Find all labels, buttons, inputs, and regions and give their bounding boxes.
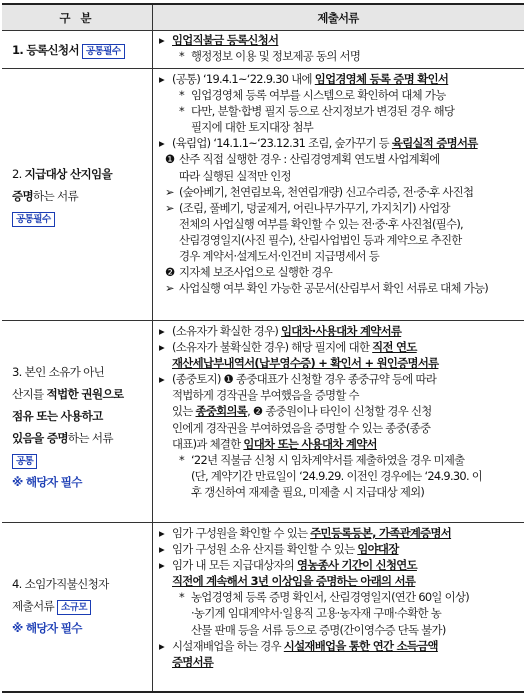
submission-table [2, 3, 524, 693]
section-2-title: 지급대상 산지임을 [24, 167, 112, 181]
list-item: ➢ (조림, 풀베기, 덩굴제거, 어린나무가꾸기, 가지치기) 사업장 [165, 200, 450, 215]
arrow-bullet-icon: ➢ [165, 184, 174, 199]
list-item: ▸ (종중토지) ❶ 종중대표가 신청할 경우 종중규약 등에 따라 [159, 372, 437, 387]
section-lawful-possession [2, 321, 524, 523]
section-1-docs [153, 31, 524, 68]
bullet-triangle-icon: ▸ [159, 72, 165, 86]
list-item: ❶ 산주 직접 실행한 경우 : 산림경영계획 연도별 사업계획에 [165, 152, 440, 167]
list-item: ▸ 임업직불금 등록신청서 [159, 33, 279, 47]
section-3-label: 3. 본인 소유가 아닌 산지를 적법한 권원으로 점유 또는 사용하고 있음을 증명하는 서류 공통 ※ 해당자 필수 [2, 321, 152, 522]
list-item: * 농업경영체 등록 증명 확인서, 산림경영일지(연간 60일 이상) [179, 590, 470, 605]
list-item: * 행정정보 이용 및 정보제공 동의 서명 [179, 49, 361, 64]
list-item: ▸ 임가 구성원을 확인할 수 있는 주민등록등본, 가족관계증명서 [159, 526, 452, 540]
common-required-badge: 공통필수 [12, 212, 55, 227]
section-1-title: 1. 등록신청서 [12, 43, 79, 57]
section-1-label [2, 31, 152, 68]
common-required-badge: 공통필수 [82, 44, 125, 59]
arrow-bullet-icon: ➢ [165, 281, 174, 296]
bullet-triangle-icon: ▸ [159, 33, 165, 47]
section-small-forest-farmer [2, 523, 524, 695]
list-item: * 임업경영체 등록 여부를 시스템으로 확인하여 대체 가능 [179, 88, 446, 103]
section-2-label: 2. 지급대상 산지임을 증명하는 서류 공통필수 [12, 167, 112, 225]
section-registration [2, 31, 524, 69]
arrow-bullet-icon: ➢ [165, 200, 174, 215]
section-4-label: 4. 소임가직불신청자 제출서류 소규모 ※ 해당자 필수 [2, 523, 152, 695]
list-item: ▸ 임가 내 모든 지급대상자의 영농종사 기간이 신청연도 [159, 558, 417, 573]
section-3-docs: ▸ (소유자가 확실한 경우) 임대차·사용대차 계약서류 ▸ (소유자가 불확실한 경우) 해당 필지에 대한 직전 연도 재산세납부내역서(납부영수증) + 확인서 + 원인증명서류 ▸ (종중토지) ❶ 종중대표가 신청할 경우 종중규약 등에 따라 적법하게 경작권을 부여했음을 증명할 수 있는 종중회의록, ❷ 종중원이나 타인이 신청할 경우 신청 인에게 경작권을 부여하였음을 증명할 수 있는 종중(종중 대표)과 체결한 임대차 또는 사용대차 계약서 * ‘22년 직불금 신청 시 임차계약서를 제출하였을 경우 미제출 (단, 계약기간 만료일이 ‘24.9.29. 이전인 경우에는 ‘24.9.30. 이 후 갱신하여 재제출 필요, 미제출 시 지급대상 제외) [153, 321, 524, 522]
section-4-docs: ▸ 임가 구성원을 확인할 수 있는 주민등록등본, 가족관계증명서 ▸ 임가 구성원 소유 산지를 확인할 수 있는 임야대장 ▸ 임가 내 모든 지급대상자의 영농종사 기간이 신청연도 직전에 계속해서 3년 이상임을 증명하는 아래의 서류 * 농업경영체 등록 증명 확인서, 산림경영일지(연간 60일 이상) ·농기계 임대계약서·일용직 고용·농자재 구매·수확한 농 산물 판매 등을 서류 등으로 증명(간이영수증 단독 불가) ▸ 시설재배업을 하는 경우 시설재배업을 통한 연간 소득금액 증명서류 [153, 523, 524, 695]
bullet-star-icon: * [179, 49, 184, 64]
applicable-required-note: ※ 해당자 필수 [12, 621, 82, 635]
header-documents: 제출서류 [317, 11, 359, 25]
header-category: 구 분 [59, 11, 95, 25]
list-item: ▸ (공통) ‘19.4.1~‘22.9.30 내에 임업경영체 등록 증명 확인서 [159, 72, 449, 86]
common-badge: 공통 [12, 454, 37, 469]
list-item: ▸ (소유자가 불확실한 경우) 해당 필지에 대한 직전 연도 [159, 340, 417, 355]
list-item: * ‘22년 직불금 신청 시 임차계약서를 제출하였을 경우 미제출 [179, 452, 465, 467]
list-item: ➢ (숲아베기, 천연림보육, 천연림개량) 신고수리증, 전·중·후 사진첩 [165, 184, 474, 199]
list-item: ▸ (소유자가 확실한 경우) 임대차·사용대차 계약서류 [159, 324, 402, 338]
small-scale-badge: 소규모 [57, 600, 91, 615]
applicable-required-note: ※ 해당자 필수 [12, 475, 82, 489]
list-item: * 다만, 분할·합병 필지 등으로 산지정보가 변경된 경우 해당 [179, 104, 455, 119]
circled-one-icon: ❶ [165, 152, 175, 167]
list-item: ▸ (육림업) ‘14.1.1~‘23.12.31 조림, 숲가꾸기 등 육림실적 증명서류 [159, 136, 478, 151]
section-4-title: 4. 소임가직불신청자 [12, 577, 109, 591]
list-item: ▸ 임가 구성원 소유 산지를 확인할 수 있는 임야대장 [159, 542, 399, 557]
list-item: ▸ 시설재배업을 하는 경우 시설재배업을 통한 연간 소득금액 [159, 638, 438, 653]
circled-two-icon: ❷ [165, 265, 175, 280]
list-item: ➢ 사업실행 여부 확인 가능한 공문서(산림부서 확인 서류로 대체 가능) [165, 281, 489, 296]
section-2-docs: ▸ (공통) ‘19.4.1~‘22.9.30 내에 임업경영체 등록 증명 확인서 * 임업경영체 등록 여부를 시스템으로 확인하여 대체 가능 * 다만, 분할·합병 필지 등으로 산지정보가 변경된 경우 해당 필지에 대한 토지대장 첨부 ▸ (육림업) ‘14.1.1~‘23.12.31 조림, 숲가꾸기 등 육림실적 증명서류 ❶ 산주 직접 실행한 경우 : 산림경영계획 연도별 사업계획에 따라 실행된 실적만 인정 ➢ (숲아베기, 천연림보육, 천연림개량) 신고수리증, 전·중·후 사진첩 ➢ (조림, 풀베기, 덩굴제거, 어린나무가꾸기, 가지치기) 사업장 전체의 사업실행 여부를 확인할 수 있는 전·중·후 사진첩(필수), 산림경영일지(사진 필수), 산림사업법인 등과 계약으로 추진한 경우 계약서·설계도서·인건비 지급명세서 등 ❷ 지자체 보조사업으로 실행한 경우 ➢ 사업실행 여부 확인 가능한 공문서(산림부서 확인 서류로 대체 가능) [153, 69, 524, 320]
section-eligible-land [2, 69, 524, 321]
table-header [2, 5, 524, 31]
list-item: ❷ 지자체 보조사업으로 실행한 경우 [165, 265, 333, 280]
